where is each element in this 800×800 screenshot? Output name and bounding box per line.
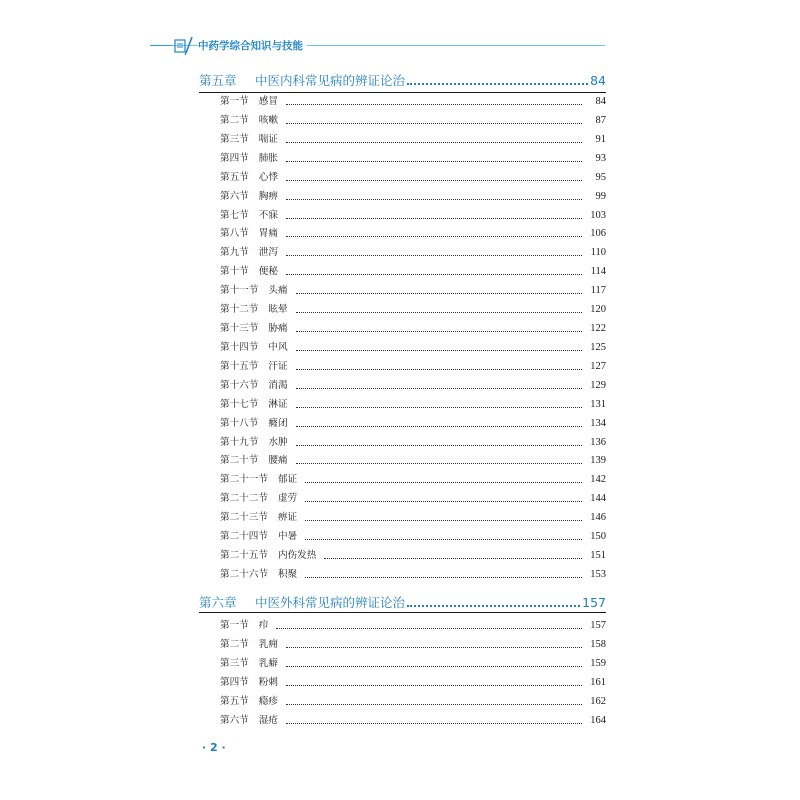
section-title: 泄泻: [258, 247, 278, 259]
leader-dots: [286, 103, 582, 105]
toc-entry[interactable]: [220, 396, 606, 414]
section-number: 第二十节: [220, 455, 259, 467]
leader-dots: [286, 160, 582, 162]
section-title: 疖: [258, 620, 269, 631]
chapter-title: 中医外科常见病的辨证论治: [255, 595, 406, 610]
leader-dots: [286, 122, 582, 124]
section-page: 120: [590, 304, 606, 316]
leader-dots: [286, 665, 582, 667]
section-page: 117: [590, 285, 606, 297]
section-title: 粉刺: [258, 676, 278, 688]
toc-entry[interactable]: [220, 207, 606, 225]
toc-entry[interactable]: [220, 358, 606, 376]
section-page: 84: [595, 96, 606, 107]
section-page: 136: [590, 436, 606, 448]
toc-entry[interactable]: [220, 636, 606, 654]
leader-dots: [286, 703, 582, 705]
section-page: 139: [590, 455, 606, 467]
section-number: 第二节: [220, 114, 249, 126]
section-title: 水肿: [268, 436, 288, 448]
section-number: 第十节: [220, 266, 249, 278]
section-title: 汗证: [268, 360, 288, 372]
section-title: 中暑: [277, 531, 298, 543]
section-number: 第十二节: [220, 304, 259, 316]
pencil-icon: [172, 34, 194, 56]
chapter-page: 157: [582, 594, 606, 610]
leader-dots: [305, 538, 582, 540]
section-title: 胸痹: [258, 190, 278, 202]
section-number: 第一节: [220, 620, 249, 631]
leader-dots: [296, 444, 582, 446]
section-number: 第二十六节: [220, 569, 268, 580]
section-page: 151: [590, 550, 606, 562]
section-page: 161: [590, 676, 606, 688]
section-title: 胁痛: [268, 323, 288, 335]
toc-entry[interactable]: [220, 471, 606, 489]
toc-entry[interactable]: [220, 225, 606, 243]
leader-dots: [296, 349, 582, 351]
section-title: 喘证: [258, 133, 278, 145]
toc-entry[interactable]: [220, 712, 606, 730]
section-title: 虚劳: [277, 493, 298, 505]
section-page: 146: [590, 512, 606, 524]
section-page: 95: [595, 171, 606, 183]
section-page: 129: [590, 379, 606, 391]
section-page: 159: [590, 657, 606, 669]
section-title: 乳癖: [258, 657, 278, 669]
header-title: 中药学综合知识与技能: [198, 39, 307, 53]
leader-dots: [286, 646, 582, 648]
running-header: [150, 32, 605, 60]
toc-entry[interactable]: [220, 617, 606, 635]
chapter-page: 84: [590, 72, 606, 88]
toc-entry[interactable]: [220, 655, 606, 673]
section-page: 93: [595, 152, 606, 164]
section-title: 胃痛: [258, 228, 278, 240]
section-number: 第十七节: [220, 398, 259, 410]
toc-entry[interactable]: [220, 282, 606, 300]
section-number: 第八节: [220, 228, 249, 240]
section-number: 第二十三节: [220, 512, 268, 524]
section-page: 157: [590, 620, 606, 631]
section-title: 湿疮: [258, 714, 278, 726]
section-page: 131: [590, 398, 606, 410]
toc-entry[interactable]: [220, 434, 606, 452]
section-title: 眩晕: [268, 304, 288, 316]
toc-entry[interactable]: [220, 509, 606, 527]
section-number: 第十五节: [220, 360, 259, 372]
section-number: 第二十四节: [220, 531, 268, 543]
chapter-rule: [199, 612, 606, 613]
leader-dots: [296, 311, 582, 313]
leader-dots: [296, 462, 582, 464]
section-page: 125: [590, 341, 606, 353]
section-title: 不寐: [258, 209, 278, 221]
section-number: 第五节: [220, 171, 249, 183]
section-number: 第三节: [220, 133, 249, 145]
leader-dots: [324, 557, 582, 559]
section-page: 158: [590, 638, 606, 650]
section-title: 消渴: [268, 379, 288, 391]
section-number: 第六节: [220, 714, 249, 726]
leader-dots: [407, 82, 588, 85]
section-page: 162: [590, 695, 606, 707]
section-number: 第四节: [220, 676, 249, 688]
section-number: 第五节: [220, 695, 249, 707]
section-number: 第四节: [220, 152, 249, 164]
section-number: 第一节: [220, 96, 249, 107]
leader-dots: [296, 368, 582, 370]
leader-dots: [276, 627, 582, 629]
section-page: 134: [590, 417, 606, 429]
toc-entry[interactable]: [220, 377, 606, 395]
section-title: 感冒: [258, 96, 278, 107]
toc-entry[interactable]: [220, 490, 606, 508]
leader-dots: [305, 519, 582, 521]
leader-dots: [286, 722, 582, 724]
leader-dots: [305, 576, 582, 578]
toc-entry[interactable]: [220, 150, 606, 168]
chapter-number: 第五章: [199, 73, 237, 88]
leader-dots: [296, 387, 582, 389]
section-number: 第十三节: [220, 323, 259, 335]
chapter-number: 第六章: [199, 595, 237, 610]
toc-entry[interactable]: [220, 188, 606, 206]
leader-dots: [407, 604, 580, 607]
leader-dots: [296, 425, 582, 427]
leader-dots: [296, 292, 582, 294]
section-title: 心悸: [258, 171, 278, 183]
leader-dots: [305, 500, 582, 502]
toc-entry[interactable]: [220, 339, 606, 357]
section-number: 第十八节: [220, 417, 259, 429]
toc-entry[interactable]: [220, 131, 606, 149]
toc-entry[interactable]: [220, 547, 606, 565]
section-number: 第十六节: [220, 379, 259, 391]
section-title: 便秘: [258, 266, 278, 278]
page-number: · 2 ·: [202, 741, 226, 754]
toc-entry[interactable]: [220, 566, 606, 584]
leader-dots: [286, 198, 582, 200]
toc-entry[interactable]: [220, 452, 606, 470]
section-number: 第六节: [220, 190, 249, 202]
section-title: 咳嗽: [258, 114, 278, 126]
section-page: 142: [590, 474, 606, 486]
leader-dots: [286, 684, 582, 686]
section-number: 第二节: [220, 638, 249, 650]
leader-dots: [296, 406, 582, 408]
section-number: 第二十一节: [220, 474, 268, 486]
section-title: 痹证: [277, 512, 298, 524]
toc-entry[interactable]: [220, 528, 606, 546]
section-page: 150: [590, 531, 606, 543]
toc-entry[interactable]: [220, 693, 606, 711]
toc-entry[interactable]: [220, 301, 606, 319]
section-number: 第七节: [220, 209, 249, 221]
section-page: 114: [590, 266, 606, 278]
section-page: 99: [595, 190, 606, 202]
section-number: 第十四节: [220, 341, 259, 353]
section-page: 153: [590, 569, 606, 580]
section-title: 乳痈: [258, 638, 278, 650]
section-number: 第三节: [220, 657, 249, 669]
toc-entry[interactable]: [220, 415, 606, 433]
section-number: 第二十二节: [220, 493, 268, 505]
toc-entry[interactable]: [220, 112, 606, 130]
leader-dots: [286, 179, 582, 181]
toc-entry[interactable]: [220, 244, 606, 262]
section-page: 127: [590, 360, 606, 372]
section-page: 103: [590, 209, 606, 221]
section-page: 110: [590, 247, 606, 259]
section-title: 郁证: [277, 474, 298, 486]
leader-dots: [286, 273, 582, 275]
leader-dots: [305, 481, 582, 483]
section-page: 164: [590, 714, 606, 726]
section-number: 第二十五节: [220, 550, 268, 562]
section-page: 91: [595, 133, 606, 145]
chapter-heading[interactable]: [199, 592, 606, 612]
section-number: 第九节: [220, 247, 249, 259]
section-page: 144: [590, 493, 606, 505]
toc-entry[interactable]: [220, 263, 606, 281]
section-title: 头痛: [268, 285, 288, 297]
section-title: 癃闭: [268, 417, 288, 429]
section-title: 内伤发热: [277, 550, 317, 562]
section-number: 第十九节: [220, 436, 259, 448]
section-title: 积聚: [277, 569, 298, 580]
chapter-title: 中医内科常见病的辨证论治: [255, 73, 406, 88]
leader-dots: [296, 330, 582, 332]
header-rule-accent: [150, 45, 172, 46]
toc-entry[interactable]: [220, 320, 606, 338]
toc-entry[interactable]: [220, 674, 606, 692]
leader-dots: [286, 235, 582, 237]
section-title: 腰痛: [268, 455, 288, 467]
leader-dots: [286, 254, 582, 256]
section-number: 第十一节: [220, 285, 259, 297]
section-title: 肺胀: [258, 152, 278, 164]
toc-entry[interactable]: [220, 169, 606, 187]
chapter-heading[interactable]: [199, 70, 606, 90]
toc-entry[interactable]: [220, 93, 606, 111]
section-page: 122: [590, 323, 606, 335]
leader-dots: [286, 141, 582, 143]
section-page: 87: [595, 114, 606, 126]
section-page: 106: [590, 228, 606, 240]
section-title: 瘾疹: [258, 695, 278, 707]
section-title: 中风: [268, 341, 288, 353]
leader-dots: [286, 217, 582, 219]
section-title: 淋证: [268, 398, 288, 410]
